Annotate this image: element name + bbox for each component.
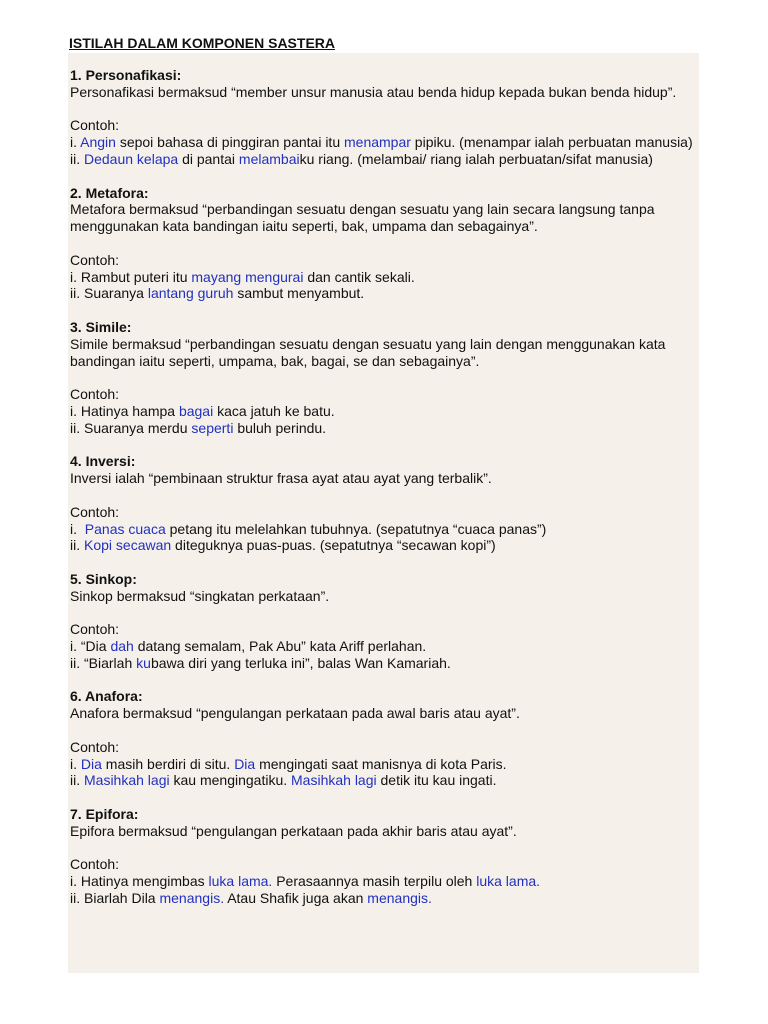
highlighted-term: Dia <box>234 755 256 772</box>
example-label: Contoh: <box>70 621 120 638</box>
term-definition: Metafora bermaksud “perbandingan sesuatu dengan sesuatu yang lain secara langsung tanpa menggunakan kata bandingan iaitu seperti, bak, umpama dan sebagainya”. <box>70 201 659 235</box>
highlighted-term: luka lama. <box>208 873 273 890</box>
example-text: ii. <box>70 537 84 554</box>
example-line <box>70 151 696 168</box>
example-text: i. “Dia <box>70 638 111 655</box>
highlighted-term: melambai <box>238 150 300 167</box>
example-text: bawa diri yang terluka ini”, balas Wan Kamariah. <box>150 654 451 671</box>
example-label: Contoh: <box>70 856 120 873</box>
highlighted-term: dah <box>110 638 134 655</box>
term-heading: 3. Simile: <box>70 318 132 335</box>
example-label: Contoh: <box>70 117 120 134</box>
example-line <box>70 772 696 789</box>
example-text: i. Hatinya hampa <box>70 402 179 419</box>
example-text: i. Rambut puteri itu <box>70 268 192 285</box>
example-line <box>70 134 696 151</box>
example-label: Contoh: <box>70 386 120 403</box>
term-definition: Inversi ialah “pembinaan struktur frasa ayat atau ayat yang terbalik”. <box>70 470 492 487</box>
highlighted-term: seperti <box>191 419 234 436</box>
example-text: Perasaannya masih terpilu oleh <box>272 873 477 890</box>
example-text: ii. Suaranya merdu <box>70 419 192 436</box>
example-text: i. <box>70 520 85 537</box>
example-line <box>70 420 696 437</box>
example-text: masih berdiri di situ. <box>101 755 235 772</box>
highlighted-term: Angin <box>80 134 116 151</box>
example-text: kaca jatuh ke batu. <box>213 402 335 419</box>
example-text: i. <box>70 134 81 151</box>
example-line <box>70 269 696 286</box>
highlighted-term: menampar <box>344 134 411 151</box>
term-heading: 2. Metafora: <box>70 184 149 201</box>
example-text: i. Hatinya mengimbas <box>70 873 209 890</box>
term-definition: Epifora bermaksud “pengulangan perkataan pada akhir baris atau ayat”. <box>70 822 517 839</box>
highlighted-term: menangis. <box>159 890 225 907</box>
highlighted-term: Panas cuaca <box>84 520 166 537</box>
highlighted-term: Masihkah lagi <box>84 772 170 789</box>
example-text: ii. <box>70 772 84 789</box>
example-text: pipiku. (menampar ialah perbuatan manusia) <box>410 134 693 151</box>
document-body <box>70 67 696 924</box>
highlighted-term: menangis. <box>367 890 432 907</box>
term-section <box>70 571 696 672</box>
example-label: Contoh: <box>70 738 120 755</box>
highlighted-term: luka lama. <box>476 873 541 890</box>
example-label: Contoh: <box>70 503 120 520</box>
example-text: Atau Shafik juga akan <box>224 890 368 907</box>
term-section <box>70 185 696 303</box>
term-definition: Simile bermaksud “perbandingan sesuatu dengan sesuatu yang lain dengan menggunakan kata bandingan iaitu seperti, umpama, bak, bagai, se dan sebagainya”. <box>70 335 670 369</box>
example-line <box>70 873 696 890</box>
example-text: sambut menyambut. <box>233 285 365 302</box>
example-line <box>70 403 696 420</box>
example-line <box>70 655 696 672</box>
document-title: ISTILAH DALAM KOMPONEN SASTERA <box>69 35 335 51</box>
example-text: sepoi bahasa di pinggiran pantai itu <box>115 134 344 151</box>
example-text: ku riang. (melambai/ riang ialah perbuatan/sifat manusia) <box>299 150 653 167</box>
example-line <box>70 756 696 773</box>
example-text: ii. “Biarlah <box>70 654 137 671</box>
example-text: dan cantik sekali. <box>303 268 415 285</box>
highlighted-term: ku <box>136 654 151 671</box>
term-heading: 1. Personafikasi: <box>70 67 182 83</box>
example-text: buluh perindu. <box>233 419 327 436</box>
term-heading: 4. Inversi: <box>70 453 136 470</box>
highlighted-term: Dia <box>80 755 102 772</box>
example-line <box>70 521 696 538</box>
example-text: ii. <box>70 150 84 167</box>
example-text: kau mengingatiku. <box>169 772 292 789</box>
term-section <box>70 688 696 789</box>
example-text: diteguknya puas-puas. (sepatutnya “secawan kopi”) <box>171 537 496 554</box>
example-text: ii. Suaranya <box>70 285 148 302</box>
example-line <box>70 285 696 302</box>
term-section <box>70 806 696 907</box>
term-definition: Sinkop bermaksud “singkatan perkataan”. <box>70 587 330 604</box>
highlighted-term: Masihkah lagi <box>291 772 377 789</box>
term-definition: Anafora bermaksud “pengulangan perkataan pada awal baris atau ayat”. <box>70 705 520 722</box>
example-text: ii. Biarlah Dila <box>70 890 160 907</box>
example-text: i. <box>70 755 81 772</box>
example-text: mengingati saat manisnya di kota Paris. <box>255 755 507 772</box>
highlighted-term: lantang guruh <box>147 285 234 302</box>
term-heading: 7. Epifora: <box>70 806 139 823</box>
example-label: Contoh: <box>70 251 120 268</box>
highlighted-term: Kopi secawan <box>84 537 172 554</box>
example-text: detik itu kau ingati. <box>376 772 497 789</box>
term-definition: Personafikasi bermaksud “member unsur manusia atau benda hidup kepada bukan benda hidup”. <box>70 83 677 100</box>
example-line <box>70 890 696 907</box>
term-section <box>70 319 696 437</box>
term-heading: 6. Anafora: <box>70 688 143 705</box>
example-text: di pantai <box>178 150 239 167</box>
term-section <box>70 453 696 554</box>
example-line <box>70 638 696 655</box>
term-section <box>70 67 696 168</box>
example-text: datang semalam, Pak Abu” kata Ariff perlahan. <box>133 638 427 655</box>
highlighted-term: mayang mengurai <box>191 268 304 285</box>
term-heading: 5. Sinkop: <box>70 570 137 587</box>
highlighted-term: bagai <box>178 402 214 419</box>
example-line <box>70 537 696 554</box>
example-text: petang itu melelahkan tubuhnya. (sepatutnya “cuaca panas”) <box>165 520 547 537</box>
highlighted-term: Dedaun kelapa <box>84 150 179 167</box>
